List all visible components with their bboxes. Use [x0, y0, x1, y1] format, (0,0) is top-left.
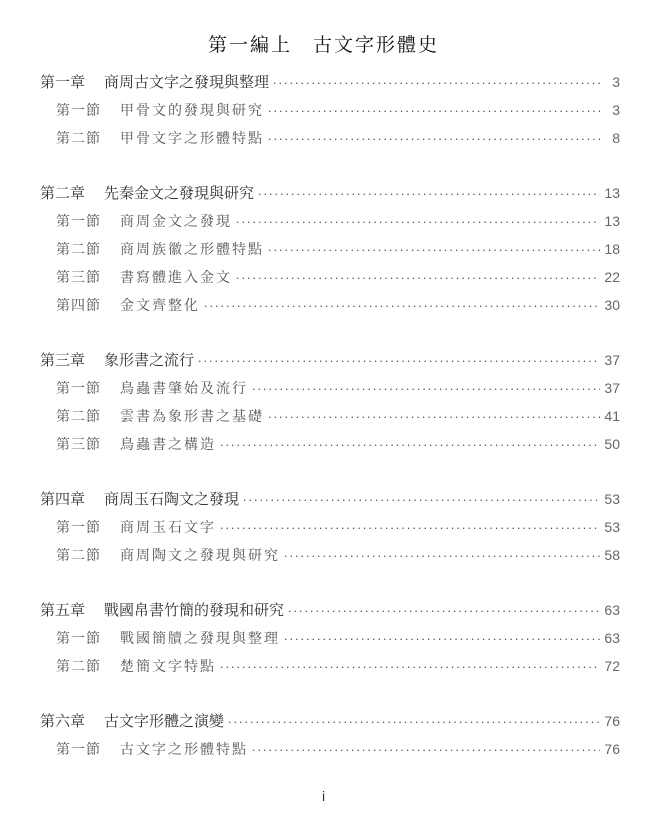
- section-page-number: 22: [604, 269, 620, 285]
- toc-section-entry[interactable]: [40, 513, 620, 541]
- chapter-number: 第三章: [40, 351, 86, 369]
- dot-leader: [273, 70, 602, 98]
- section-title: 鳥蟲書肇始及流行: [120, 381, 248, 397]
- page-number: i: [321, 788, 326, 804]
- dot-leader: [243, 487, 600, 515]
- section-page-number: 13: [604, 213, 620, 229]
- section-page-number: 63: [604, 630, 620, 646]
- toc-section-entry[interactable]: [40, 402, 620, 430]
- toc-section-entry[interactable]: [40, 735, 620, 763]
- section-page-number: 53: [604, 519, 620, 535]
- section-page-number: 72: [604, 658, 620, 674]
- page-title: 第一編上 古文字形體史: [207, 34, 439, 56]
- dot-leader: [220, 654, 600, 682]
- toc-section-entry[interactable]: [40, 124, 620, 152]
- toc-section-entry[interactable]: [40, 235, 620, 263]
- section-number: 第一節: [56, 742, 101, 758]
- chapter-title: 戰國帛書竹簡的發現和研究: [104, 601, 285, 619]
- section-page-number: 30: [604, 297, 620, 313]
- chapter-block: [40, 707, 620, 763]
- dot-leader: [204, 293, 600, 321]
- chapter-block: [40, 346, 620, 458]
- section-page-number: 37: [604, 380, 620, 396]
- chapter-title: 商周玉石陶文之發現: [104, 490, 240, 508]
- toc-section-entry[interactable]: [40, 96, 620, 124]
- dot-leader: [198, 348, 600, 376]
- section-title: 甲骨文的發現與研究: [120, 103, 264, 119]
- dot-leader: [284, 543, 600, 571]
- section-number: 第二節: [56, 131, 101, 147]
- toc-section-entry[interactable]: [40, 207, 620, 235]
- section-number: 第三節: [56, 270, 101, 286]
- toc-section-entry[interactable]: [40, 291, 620, 319]
- section-title: 書寫體進入金文: [120, 270, 232, 286]
- section-title: 商周陶文之發現與研究: [120, 548, 280, 564]
- section-number: 第二節: [56, 409, 101, 425]
- section-number: 第一節: [56, 631, 101, 647]
- dot-leader: [268, 126, 602, 154]
- section-number: 第一節: [56, 381, 101, 397]
- section-page-number: 50: [604, 436, 620, 452]
- chapter-block: [40, 596, 620, 680]
- toc-section-entry[interactable]: [40, 430, 620, 458]
- dot-leader: [220, 432, 600, 460]
- toc-section-entry[interactable]: [40, 541, 620, 569]
- section-page-number: 76: [604, 741, 620, 757]
- chapter-number: 第六章: [40, 712, 86, 730]
- toc-chapter-entry[interactable]: [40, 346, 620, 374]
- chapter-page-number: 53: [604, 491, 620, 507]
- dot-leader: [258, 181, 600, 209]
- section-title: 古文字之形體特點: [120, 742, 248, 758]
- section-number: 第二節: [56, 659, 101, 675]
- toc-section-entry[interactable]: [40, 652, 620, 680]
- toc-chapter-entry[interactable]: [40, 68, 620, 96]
- chapter-number: 第二章: [40, 184, 86, 202]
- dot-leader: [228, 709, 600, 737]
- section-number: 第三節: [56, 437, 101, 453]
- section-page-number: 41: [604, 408, 620, 424]
- table-of-contents: [40, 68, 620, 790]
- chapter-page-number: 37: [604, 352, 620, 368]
- chapter-block: [40, 68, 620, 152]
- toc-section-entry[interactable]: [40, 263, 620, 291]
- chapter-page-number: 13: [604, 185, 620, 201]
- dot-leader: [288, 598, 600, 626]
- chapter-page-number: 63: [604, 602, 620, 618]
- chapter-page-number: 76: [604, 713, 620, 729]
- section-title: 金文齊整化: [120, 298, 200, 314]
- dot-leader: [220, 515, 600, 543]
- chapter-page-number: 3: [612, 74, 620, 90]
- toc-section-entry[interactable]: [40, 624, 620, 652]
- section-page-number: 8: [612, 130, 620, 146]
- section-title: 商周玉石文字: [120, 520, 216, 536]
- section-title: 戰國簡牘之發現與整理: [120, 631, 280, 647]
- dot-leader: [252, 376, 600, 404]
- chapter-block: [40, 485, 620, 569]
- chapter-number: 第四章: [40, 490, 86, 508]
- dot-leader: [268, 98, 602, 126]
- dot-leader: [284, 626, 600, 654]
- section-number: 第二節: [56, 548, 101, 564]
- toc-chapter-entry[interactable]: [40, 485, 620, 513]
- chapter-block: [40, 179, 620, 319]
- toc-chapter-entry[interactable]: [40, 179, 620, 207]
- dot-leader: [268, 237, 600, 265]
- chapter-title: 古文字形體之演變: [104, 712, 225, 730]
- section-title: 商周族徽之形體特點: [120, 242, 264, 258]
- section-title: 鳥蟲書之構造: [120, 437, 216, 453]
- section-title: 雲書為象形書之基礎: [120, 409, 264, 425]
- chapter-title: 象形書之流行: [104, 351, 195, 369]
- chapter-number: 第五章: [40, 601, 86, 619]
- section-title: 楚簡文字特點: [120, 659, 216, 675]
- section-number: 第二節: [56, 242, 101, 258]
- section-title: 商周金文之發現: [120, 214, 232, 230]
- toc-section-entry[interactable]: [40, 374, 620, 402]
- dot-leader: [236, 265, 600, 293]
- chapter-number: 第一章: [40, 73, 86, 91]
- section-page-number: 58: [604, 547, 620, 563]
- dot-leader: [236, 209, 600, 237]
- chapter-title: 商周古文字之發現與整理: [104, 73, 270, 91]
- dot-leader: [252, 737, 600, 765]
- section-number: 第一節: [56, 103, 101, 119]
- section-title: 甲骨文字之形體特點: [120, 131, 264, 147]
- section-number: 第一節: [56, 520, 101, 536]
- section-number: 第四節: [56, 298, 101, 314]
- section-page-number: 18: [604, 241, 620, 257]
- section-number: 第一節: [56, 214, 101, 230]
- toc-chapter-entry[interactable]: [40, 596, 620, 624]
- toc-chapter-entry[interactable]: [40, 707, 620, 735]
- chapter-title: 先秦金文之發現與研究: [104, 184, 255, 202]
- section-page-number: 3: [612, 102, 620, 118]
- dot-leader: [268, 404, 600, 432]
